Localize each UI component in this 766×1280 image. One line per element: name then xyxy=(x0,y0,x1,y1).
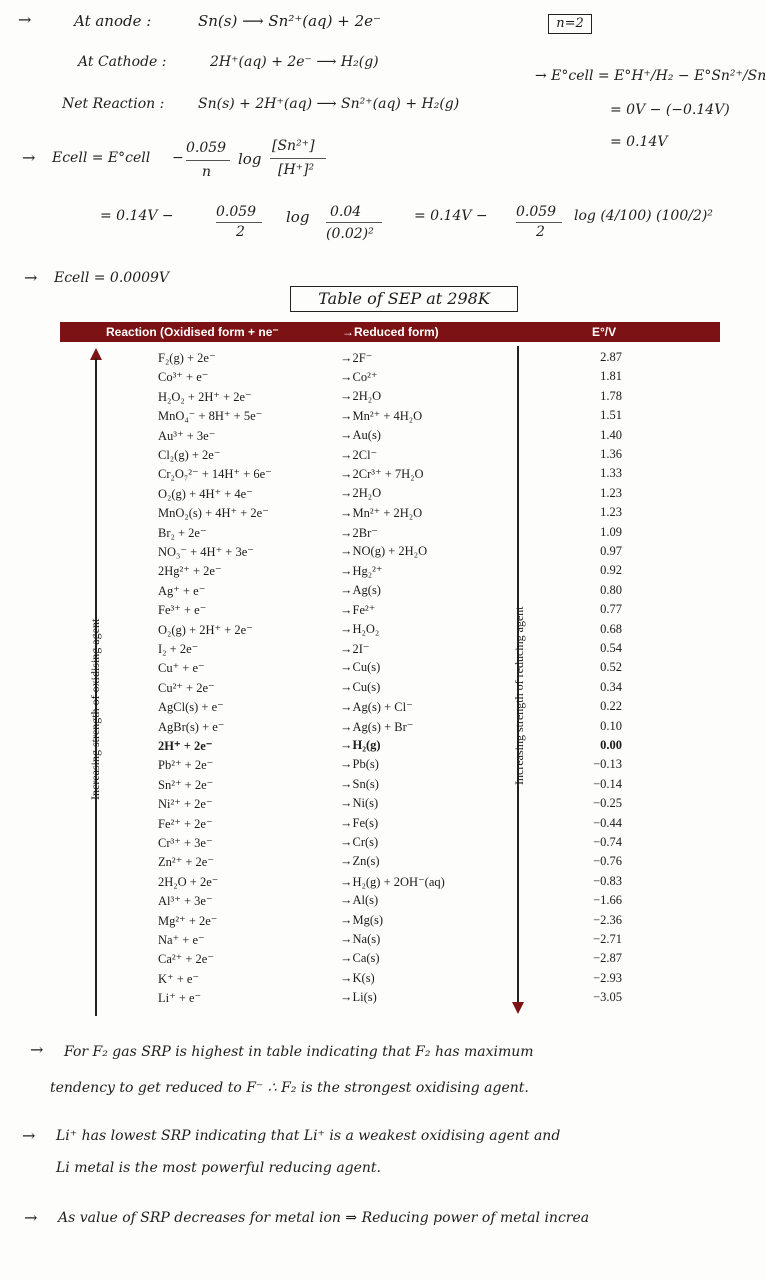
table-row xyxy=(0,777,735,796)
electrode-potential: −0.76 xyxy=(593,854,622,869)
oxidised-form: Sn²⁺ + 2e⁻ xyxy=(158,777,214,792)
table-row xyxy=(0,680,735,699)
electrode-potential: 0.10 xyxy=(600,718,622,733)
table-row xyxy=(0,583,735,602)
oxidised-form: Ca²⁺ + 2e⁻ xyxy=(158,952,214,967)
table-row xyxy=(0,544,735,563)
oxidised-form: Cu⁺ + e⁻ xyxy=(158,661,205,676)
reduced-form: →Mn²⁺ + 4H₂O xyxy=(340,409,423,424)
calc-fraction-top: 0.059 xyxy=(216,204,257,220)
oxidised-form: Ag⁺ + e⁻ xyxy=(158,583,206,598)
electrode-potential: 1.51 xyxy=(600,408,622,423)
note-line-5: As value of SRP decreases for metal ion ⇒ Reducing power of metal increa xyxy=(58,1210,590,1226)
reduced-form: →H₂(g) xyxy=(340,738,381,752)
table-row xyxy=(0,874,735,893)
table-row xyxy=(0,486,735,505)
electrode-potential: 0.68 xyxy=(600,621,622,636)
oxidised-form: Zn²⁺ + 2e⁻ xyxy=(158,855,214,870)
reduced-form: →Ag(s) + Br⁻ xyxy=(340,719,414,734)
electrode-potential: 1.78 xyxy=(600,388,622,403)
electrode-potential: −0.25 xyxy=(593,796,622,811)
oxidised-form: O₂(g) + 2H⁺ + 2e⁻ xyxy=(158,622,253,637)
reduced-form: →Al(s) xyxy=(340,893,379,908)
electrode-potential: 1.36 xyxy=(600,447,622,461)
table-row xyxy=(0,428,735,447)
electrode-potential: 0.00 xyxy=(600,738,622,752)
calc-value-top: 0.04 xyxy=(330,204,362,220)
oxidised-form: Fe²⁺ + 2e⁻ xyxy=(158,816,213,831)
table-row xyxy=(0,350,735,369)
calc-second-start: = 0.14V − xyxy=(414,208,488,224)
bullet-arrow-icon: → xyxy=(22,1126,36,1145)
oxidised-form: 2Hg²⁺ + 2e⁻ xyxy=(158,564,222,579)
electrode-potential: −0.44 xyxy=(593,815,622,830)
anode-label: At anode : xyxy=(74,12,152,30)
electrode-potential: −2.71 xyxy=(593,932,622,946)
oxidised-form: Cr₂O₇²⁻ + 14H⁺ + 6e⁻ xyxy=(158,467,272,482)
electrode-potential: 0.54 xyxy=(600,641,622,655)
reduced-form: →Ag(s) xyxy=(340,582,381,597)
electrode-potential: 2.87 xyxy=(600,350,622,364)
table-row xyxy=(0,369,735,388)
oxidised-form: O₂(g) + 4H⁺ + 4e⁻ xyxy=(158,486,253,501)
oxidised-form: Pb²⁺ + 2e⁻ xyxy=(158,758,214,773)
table-row xyxy=(0,563,735,582)
n-value-box: n=2 xyxy=(548,14,592,34)
oxidised-form: Na⁺ + e⁻ xyxy=(158,933,205,947)
reduced-form: →2F⁻ xyxy=(340,351,373,365)
table-row xyxy=(0,505,735,524)
nernst-log: log xyxy=(238,150,262,168)
table-row xyxy=(0,660,735,679)
electrode-potential: 1.40 xyxy=(600,427,622,442)
oxidised-form: AgBr(s) + e⁻ xyxy=(158,719,225,734)
oxidised-form: Fe³⁺ + e⁻ xyxy=(158,603,207,618)
nernst-lhs: Ecell = E°cell xyxy=(52,150,151,166)
table-row xyxy=(0,525,735,544)
table-row xyxy=(0,389,735,408)
electrode-potential: 1.23 xyxy=(600,505,622,520)
oxidised-form: Mg²⁺ + 2e⁻ xyxy=(158,913,218,928)
electrode-potential: 0.22 xyxy=(600,699,622,714)
reduced-form: →H₂(g) + 2OH⁻(aq) xyxy=(340,874,445,889)
fraction-bar xyxy=(326,222,382,223)
bullet-arrow-icon: → xyxy=(30,1040,44,1059)
table-row xyxy=(0,951,735,970)
reduced-form: →Au(s) xyxy=(340,427,381,442)
reduced-form: →H₂O₂ xyxy=(340,621,380,636)
reduced-form: →Fe(s) xyxy=(340,815,379,830)
reduced-form: →Mn²⁺ + 2H₂O xyxy=(340,506,423,521)
electrode-potential: 0.80 xyxy=(600,582,622,597)
note-line-2: tendency to get reduced to F⁻ ∴ F₂ is the strongest oxidising agent. xyxy=(50,1080,529,1096)
nernst-conc-bottom: [H⁺]² xyxy=(278,162,315,178)
fraction-bar xyxy=(186,160,230,161)
oxidised-form: K⁺ + e⁻ xyxy=(158,971,200,986)
reduced-form: →2Cr³⁺ + 7H₂O xyxy=(340,467,424,482)
table-row xyxy=(0,757,735,776)
electrode-potential: 0.34 xyxy=(600,679,622,694)
table-row xyxy=(0,913,735,932)
reduced-form: →Cu(s) xyxy=(340,660,381,675)
oxidised-form: Au³⁺ + 3e⁻ xyxy=(158,428,216,443)
fraction-bar xyxy=(516,222,562,223)
right-axis-label: Increasing strength of reducing agent xyxy=(512,606,526,785)
calc2-remainder: log (4/100) (100/2)² xyxy=(574,208,713,224)
table-row xyxy=(0,602,735,621)
net-reaction-label: Net Reaction : xyxy=(62,96,165,112)
reduced-form: →Ni(s) xyxy=(340,796,379,811)
reduced-form: →2Cl⁻ xyxy=(340,448,378,462)
oxidised-form: H₂O₂ + 2H⁺ + 2e⁻ xyxy=(158,389,252,404)
bullet-arrow-icon: → xyxy=(18,10,32,29)
reduced-form: →Zn(s) xyxy=(340,854,380,869)
table-row xyxy=(0,971,735,990)
table-row xyxy=(0,447,735,466)
oxidised-form: AgCl(s) + e⁻ xyxy=(158,700,224,715)
note-line-1: For F₂ gas SRP is highest in table indicating that F₂ has maximum xyxy=(64,1044,534,1060)
reduced-form: →NO(g) + 2H₂O xyxy=(340,544,428,558)
reduced-form: →Sn(s) xyxy=(340,776,379,791)
table-row xyxy=(0,893,735,912)
electrode-potential: −3.05 xyxy=(593,990,622,1005)
calc2-fraction-bottom: 2 xyxy=(536,224,545,240)
electrode-potential: 0.92 xyxy=(600,563,622,578)
reduced-form: →Li(s) xyxy=(340,990,377,1005)
bullet-arrow-icon: → xyxy=(22,148,36,167)
oxidised-form: Co³⁺ + e⁻ xyxy=(158,370,209,385)
calc-fraction-bottom: 2 xyxy=(236,224,245,240)
oxidised-form: Al³⁺ + 3e⁻ xyxy=(158,894,213,909)
table-row xyxy=(0,622,735,641)
fraction-bar xyxy=(270,158,326,159)
reduced-form: →Fe²⁺ xyxy=(340,603,376,618)
electrode-potential: −2.36 xyxy=(593,912,622,927)
oxidised-form: Br₂ + 2e⁻ xyxy=(158,525,207,540)
electrode-potential: 0.52 xyxy=(600,660,622,675)
oxidised-form: F₂(g) + 2e⁻ xyxy=(158,351,216,365)
nernst-fraction-bottom: n xyxy=(202,164,212,180)
reduced-form: →Mg(s) xyxy=(340,912,384,927)
minus-sign: − xyxy=(172,150,184,166)
electrode-potential: −0.83 xyxy=(593,873,622,888)
reduced-form: →2Br⁻ xyxy=(340,525,378,540)
electrode-potential: 1.23 xyxy=(600,485,622,500)
reduced-form: →Pb(s) xyxy=(340,757,379,772)
reduced-form: →Na(s) xyxy=(340,932,381,946)
electrode-potential: −2.87 xyxy=(593,951,622,966)
table-row xyxy=(0,932,735,951)
electrode-potential: −0.13 xyxy=(593,757,622,772)
anode-equation: Sn(s) ⟶ Sn²⁺(aq) + 2e⁻ xyxy=(198,12,381,30)
header-reaction: Reaction (Oxidised form + ne⁻ xyxy=(106,325,279,339)
nernst-fraction-top: 0.059 xyxy=(186,140,227,156)
left-axis-label: Increasing strength of oxidising agent xyxy=(88,618,102,800)
electrode-potential: −1.66 xyxy=(593,893,622,908)
table-row xyxy=(0,990,735,1009)
oxidised-form: NO₃⁻ + 4H⁺ + 3e⁻ xyxy=(158,545,254,559)
table-row xyxy=(0,796,735,815)
note-line-4: Li metal is the most powerful reducing agent. xyxy=(56,1160,382,1176)
oxidised-form: MnO₂(s) + 4H⁺ + 2e⁻ xyxy=(158,506,269,521)
calc-start: = 0.14V − xyxy=(100,208,174,224)
oxidised-form: Cl₂(g) + 2e⁻ xyxy=(158,448,221,462)
table-title: Table of SEP at 298K xyxy=(290,286,518,312)
electrode-potential: −2.93 xyxy=(593,970,622,985)
reduced-form: →Ag(s) + Cl⁻ xyxy=(340,700,413,715)
electrode-potential: −0.74 xyxy=(593,835,622,849)
reduced-form: →K(s) xyxy=(340,970,375,985)
table-row xyxy=(0,699,735,718)
electrode-potential: −0.14 xyxy=(593,776,622,791)
calc2-fraction-top: 0.059 xyxy=(516,204,557,220)
reduced-form: →Cr(s) xyxy=(340,835,379,849)
oxidised-form: MnO₄⁻ + 8H⁺ + 5e⁻ xyxy=(158,409,263,424)
reduced-form: →Co²⁺ xyxy=(340,370,378,385)
table-row xyxy=(0,408,735,427)
oxidised-form: I₂ + 2e⁻ xyxy=(158,642,199,656)
oxidised-form: Cr³⁺ + 3e⁻ xyxy=(158,836,213,850)
oxidised-form: Cu²⁺ + 2e⁻ xyxy=(158,680,215,695)
ecell-substitution: = 0V − (−0.14V) xyxy=(610,102,730,118)
table-row xyxy=(0,641,735,660)
bullet-arrow-icon: → xyxy=(24,1208,38,1227)
table-row xyxy=(0,738,735,757)
table-row xyxy=(0,816,735,835)
electrode-potential: 1.09 xyxy=(600,524,622,539)
fraction-bar xyxy=(216,222,262,223)
electrode-potential: 1.33 xyxy=(600,466,622,481)
cathode-equation: 2H⁺(aq) + 2e⁻ ⟶ H₂(g) xyxy=(210,54,379,70)
reduced-form: →2H₂O xyxy=(340,388,382,403)
net-reaction-equation: Sn(s) + 2H⁺(aq) ⟶ Sn²⁺(aq) + H₂(g) xyxy=(198,96,460,112)
header-e: E°/V xyxy=(592,325,617,339)
table-header xyxy=(60,322,720,342)
reduced-form: →Cu(s) xyxy=(340,679,381,694)
oxidised-form: Ni²⁺ + 2e⁻ xyxy=(158,797,213,812)
bullet-arrow-icon: → xyxy=(24,268,38,287)
reduced-form: →2H₂O xyxy=(340,485,382,500)
nernst-conc-top: [Sn²⁺] xyxy=(272,138,315,154)
oxidised-form: 2H⁺ + 2e⁻ xyxy=(158,739,213,753)
cathode-label: At Cathode : xyxy=(78,54,167,70)
electrode-potential: 1.81 xyxy=(600,369,622,384)
table-row xyxy=(0,854,735,873)
table-row xyxy=(0,719,735,738)
note-line-3: Li⁺ has lowest SRP indicating that Li⁺ is a weakest oxidising agent and xyxy=(56,1128,561,1144)
calc-value-bottom: (0.02)² xyxy=(326,226,374,242)
header-reduced: →Reduced form) xyxy=(342,325,439,339)
electrode-potential: 0.77 xyxy=(600,602,622,617)
table-row xyxy=(0,835,735,854)
oxidised-form: Li⁺ + e⁻ xyxy=(158,991,202,1006)
ecell-standard-value: = 0.14V xyxy=(610,134,668,150)
calc-log: log xyxy=(286,208,310,226)
electrode-potential: 0.97 xyxy=(600,544,622,558)
reduced-form: →Ca(s) xyxy=(340,951,380,966)
table-row xyxy=(0,466,735,485)
reduced-form: →Hg₂²⁺ xyxy=(340,564,383,579)
reduced-form: →2I⁻ xyxy=(340,642,370,656)
ecell-result: Ecell = 0.0009V xyxy=(54,270,170,286)
oxidised-form: 2H₂O + 2e⁻ xyxy=(158,874,219,889)
standard-ecell-formula: → E°cell = E°H⁺/H₂ − E°Sn²⁺/Sn xyxy=(535,68,766,84)
